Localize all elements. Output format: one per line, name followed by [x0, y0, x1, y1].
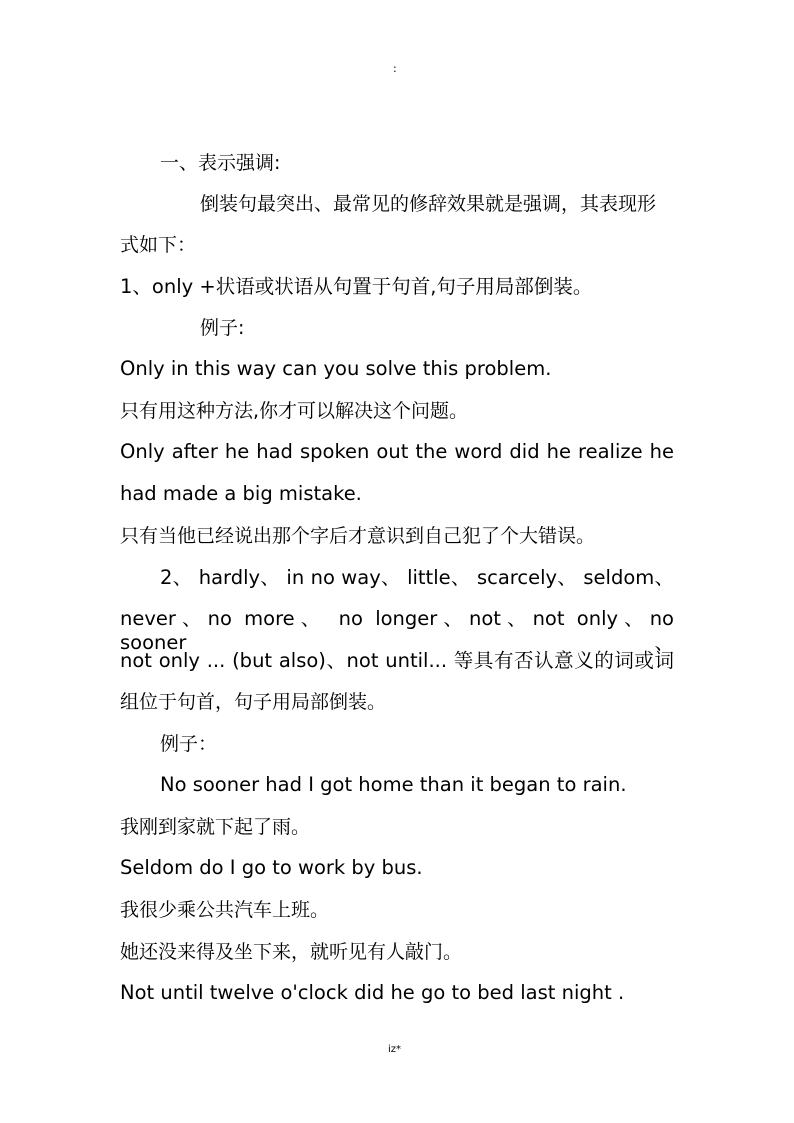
example-sentence: Seldom do I go to work by bus. — [120, 856, 423, 879]
rule-item-2-continued: not only ... (but also)、not until... 等具有否认意义的词或词 — [120, 649, 674, 672]
example-translation: 只有当他已经说出那个字后才意识到自己犯了个大错误。 — [120, 525, 596, 547]
example-translation: 我刚到家就下起了雨。 — [120, 816, 311, 838]
rule-item-2-continued: never、no more、 no longer、not、not only、no sooner、 — [120, 607, 674, 654]
example-sentence: Not until twelve o'clock did he go to bed last night . — [120, 981, 625, 1004]
section-heading: 一、表示强调: — [160, 152, 281, 174]
example-label: 例子： — [160, 733, 218, 755]
paragraph-line: 倒装句最突出、最常见的修辞效果就是强调，其表现形 — [200, 193, 657, 215]
example-sentence: Only in this way can you solve this problem. — [120, 357, 552, 380]
example-translation: 只有用这种方法,你才可以解决这个问题。 — [120, 400, 469, 422]
footer-mark: iz* — [388, 1044, 402, 1055]
rule-item-2-continued: 组位于句首，句子用局部倒装。 — [120, 691, 387, 713]
example-translation: 她还没来得及坐下来，就听见有人敲门。 — [120, 941, 463, 963]
example-sentence: Only after he had spoken out the word did he realize he — [120, 440, 674, 463]
example-sentence-continued: had made a big mistake. — [120, 482, 362, 505]
header-mark: : — [393, 62, 397, 75]
rule-item-1: 1、only +状语或状语从句置于句首,句子用局部倒装。 — [120, 275, 593, 298]
paragraph-line: 式如下： — [120, 234, 197, 256]
example-sentence: No sooner had I got home than it began to rain. — [160, 773, 627, 796]
rule-item-2: 2、 hardly、 in no way、 little、 scarcely、 seldom、 — [160, 566, 674, 589]
example-translation: 我很少乘公共汽车上班。 — [120, 899, 330, 921]
example-label: 例子: — [200, 317, 245, 339]
